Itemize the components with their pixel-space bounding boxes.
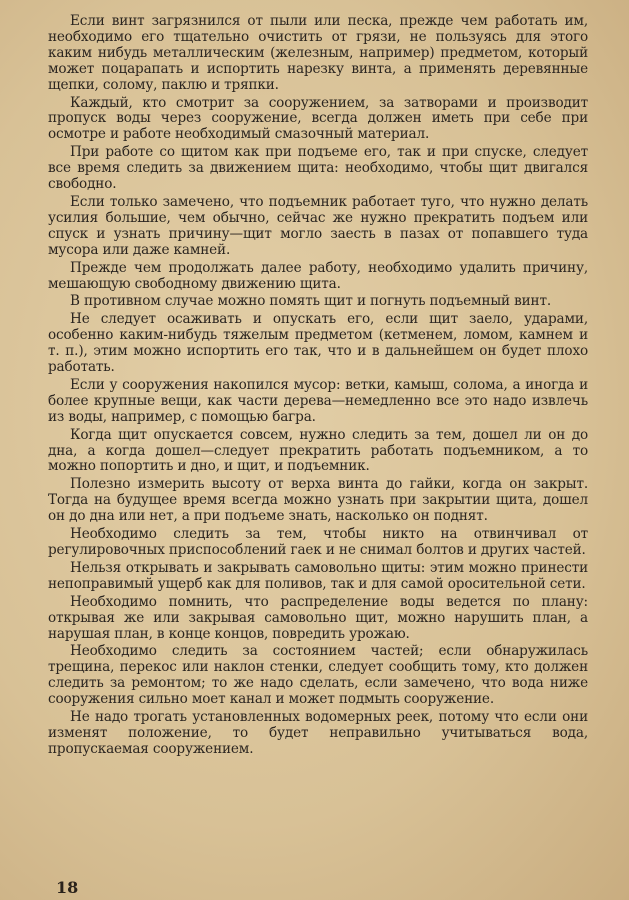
paragraph: Если у сооружения накопился мусор: ветки, камыш, солома, а иногда и более крупные вещи, как части дерева—немедленно все это надо извлечь из воды, например, с помощью багра. [48,376,588,425]
paragraph: Если только замечено, что подъемник работает туго, что нужно делать усилия большие, чем обычно, сейчас же нужно прекратить подъем или спуск и узнать причину—щит могло заесть в пазах от попавшего туда мусора или даже камней. [48,193,588,258]
paragraph: Необходимо следить за состоянием частей; если обнаружилась трещина, перекос или наклон стенки, следует сообщить тому, кто должен следить за ремонтом; то же надо сделать, если замечено, что вода ниже сооружения сильно моет канал и может подмыть сооружение. [48,643,588,708]
paragraph: Необходимо помнить, что распределение воды ведется по плану: открывая же или закрывая самовольно щит, можно нарушить план, а нарушая план, в конце концов, повредить урожаю. [48,593,588,642]
page-body [48,14,588,760]
paragraph: Если винт загрязнился от пыли или песка, прежде чем работать им, необходимо его тщательно очистить от грязи, не пользуясь для этого каким нибудь металлическим (железным, например) предметом, который может поцарапать и испортить нарезку винта, а применять деревянные щепки, солому, паклю и тряпки. [48,13,588,93]
page-number: 18 [56,878,79,897]
paragraph: Полезно измерить высоту от верха винта до гайки, когда он закрыт. Тогда на будущее время всегда можно узнать при закрытии щита, дошел он до дна или нет, а при подъеме знать, насколько он поднят. [48,476,588,525]
paragraph: Не надо трогать установленных водомерных реек, потому что если они изменят положение, то будет неправильно учитываться вода, пропускаемая сооружением. [48,709,588,757]
paragraph: Прежде чем продолжать далее работу, необходимо удалить причину, мешающую свободному движению щита. [48,259,588,292]
paragraph: Необходимо следить за тем, чтобы никто на отвинчивал от регулировочных приспособлений гаек и не снимал болтов и других частей. [48,526,588,558]
paragraph: Не следует осаживать и опускать его, если щит заело, ударами, особенно каким-нибудь тяжелым предметом (кетменем, ломом, камнем и т. п.), этим можно испортить его так, что и в дальнейшем он будет плохо работать. [48,311,588,376]
paragraph: В противном случае можно помять щит и погнуть подъемный винт. [70,293,551,310]
paragraph: Нельзя открывать и закрывать самовольно щиты: этим можно принести непоправимый ущерб как для поливов, так и для самой оросительной сети. [48,559,588,592]
paragraph: При работе со щитом как при подъеме его, так и при спуске, следует все время следить за движением щита: необходимо, чтобы щит двигался свободно. [48,144,588,193]
paragraph: Когда щит опускается совсем, нужно следить за тем, дошел ли он до дна, а когда дошел—следует прекратить работать подъемником, а то можно попортить и дно, и щит, и подъемник. [48,426,588,475]
paragraph: Каждый, кто смотрит за сооружением, за затворами и производит пропуск воды через сооружение, всегда должен иметь при себе при осмотре и работе необходимый смазочный материал. [48,94,588,143]
